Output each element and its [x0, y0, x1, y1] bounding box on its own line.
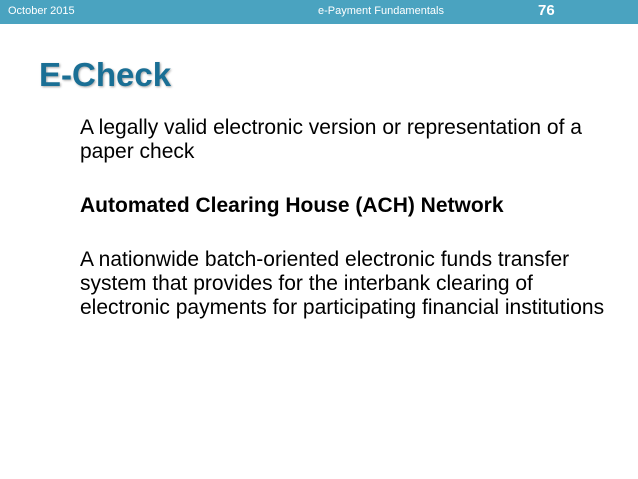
term-ach-network: Automated Clearing House (ACH) Network [80, 194, 504, 217]
definition-ach-network: A nationwide batch-oriented electronic funds transfer system that provides for the interbank clearing of electronic payments for participating financial institutions [80, 248, 605, 319]
header-presentation-title: e-Payment Fundamentals [318, 5, 444, 17]
definition-echeck: A legally valid electronic version or representation of a paper check [80, 116, 582, 163]
header-date: October 2015 [8, 5, 75, 17]
slide-body [80, 116, 620, 350]
slide-number: 76 [538, 2, 555, 19]
slide-title: E-Check [39, 56, 172, 93]
header-bar [0, 0, 638, 24]
